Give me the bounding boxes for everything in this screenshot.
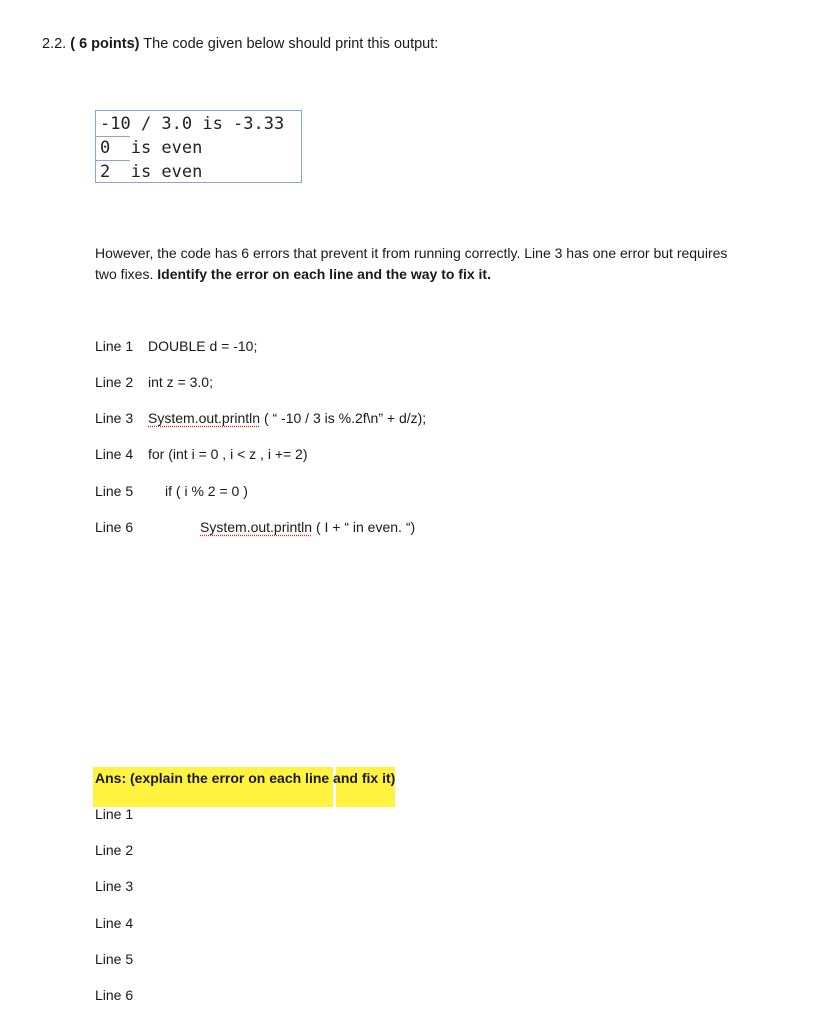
answer-line-6[interactable]: Line 6 [95,987,134,1003]
code-line-6-args: ( I + “ in even. “) [312,519,416,535]
code-line-6-method: System.out.println [200,519,313,535]
code-line-6 [200,519,415,535]
answer-prompt-part2: and fix it) [329,770,396,786]
code-line-2: int z = 3.0; [148,374,213,390]
answer-line-2[interactable]: Line 2 [95,842,134,858]
instructions-text: However, the code has 6 errors that prevent it from running correctly. Line 3 has one error but requires two fixes. [95,245,728,282]
code-line-3 [148,410,426,426]
answer-line-4[interactable]: Line 4 [95,915,134,931]
answer-line-5[interactable]: Line 5 [95,951,134,967]
expected-output-box [95,110,302,183]
output-divider [96,136,130,137]
code-line-5: if ( i % 2 = 0 ) [165,483,248,499]
answer-line-1[interactable]: Line 1 [95,806,134,822]
output-line-3: 2 is even [100,162,203,182]
output-line-2: 0 is even [100,138,203,158]
question-points: ( 6 points) [70,36,140,52]
output-line-1: -10 / 3.0 is -3.33 [100,114,285,134]
code-line-label-5: Line 5 [95,483,134,499]
code-line-label-1: Line 1 [95,338,134,354]
answer-prompt [95,770,395,786]
code-line-3-method: System.out.println [148,410,261,426]
instructions-paragraph [95,243,735,285]
answer-prompt-part1: Ans: (explain the error on each line [95,770,330,786]
code-line-label-4: Line 4 [95,446,134,462]
code-line-4: for (int i = 0 , i < z , i += 2) [148,446,308,462]
code-line-label-3: Line 3 [95,410,134,426]
question-text: The code given below should print this output: [143,36,439,52]
code-line-label-2: Line 2 [95,374,134,390]
answer-line-3[interactable]: Line 3 [95,878,134,894]
code-line-3-args: ( “ -10 / 3 is %.2f\n” + d/z); [260,410,427,426]
instructions-bold: Identify the error on each line and the way to fix it. [157,266,491,282]
question-number: 2.2. [42,36,67,52]
output-divider [96,160,130,161]
code-line-label-6: Line 6 [95,519,134,535]
question-heading [42,36,438,52]
code-line-1: DOUBLE d = -10; [148,338,258,354]
